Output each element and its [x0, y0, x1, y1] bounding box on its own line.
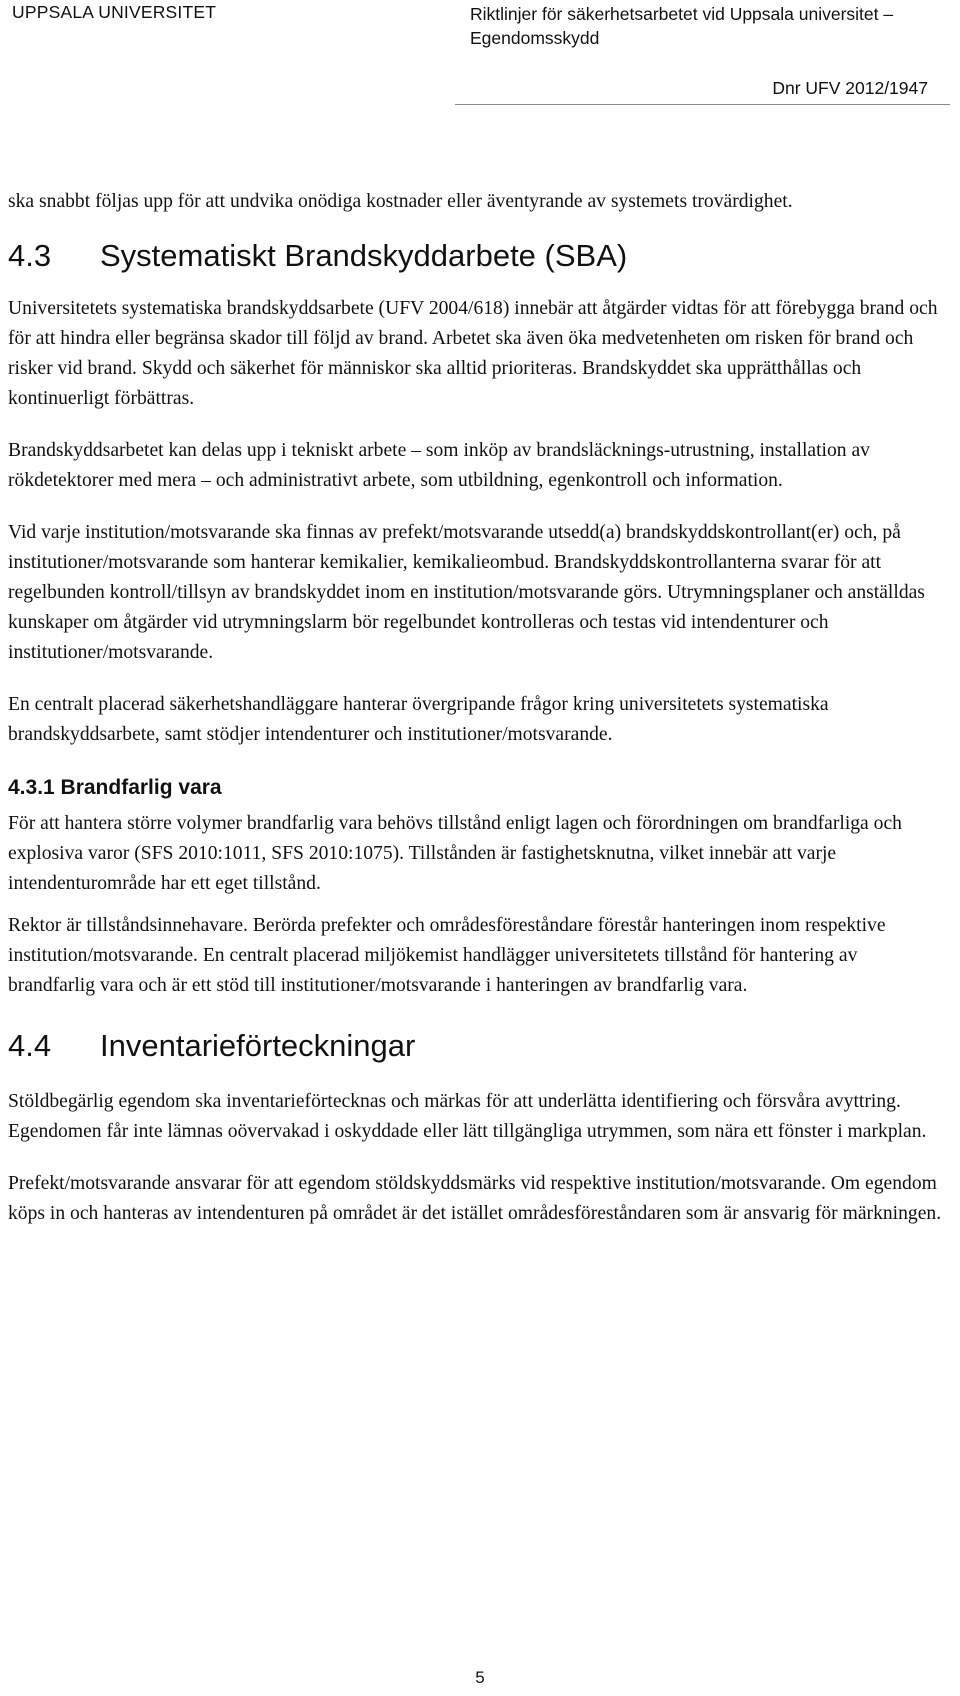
section-4-3-1-heading: 4.3.1 Brandfarlig vara: [8, 776, 222, 799]
section-4-3-1-paragraph-1: För att hantera större volymer brandfarlig vara behövs tillstånd enligt lagen och förordningen om brandfarliga och explosiva varor (SFS 2010:1011, SFS 2010:1075). Tillstånden är fastighetsknutna, vilket innebär att varje intendenturområde har ett eget tillstånd.: [8, 813, 902, 894]
document-title-line-1: Riktlinjer för säkerhetsarbetet vid Uppsala universitet –: [470, 4, 894, 24]
section-4-4-heading: [8, 1027, 943, 1065]
university-name: UPPSALA UNIVERSITET: [12, 2, 217, 22]
header-divider: [455, 104, 950, 105]
section-4-4-number: 4.4: [8, 1028, 52, 1063]
section-4-3-1-paragraph-2: Rektor är tillståndsinnehavare. Berörda prefekter och områdesföreståndare förestår hanteringen inom respektive institution/motsvarande. En centralt placerad miljökemist handlägger universitetets tillstånd för hantering av brandfarlig vara och är ett stöd till institutioner/motsvarande i hanteringen av brandfarlig vara.: [8, 915, 886, 996]
section-4-4-paragraph-1: Stöldbegärlig egendom ska inventarieförtecknas och märkas för att underlätta identifiering och försvåra avyttring. Egendomen får inte lämnas oövervakad i oskyddade eller lätt tillgängliga utrymmen, som nära ett fönster i markplan.: [8, 1091, 927, 1142]
document-body: [8, 187, 943, 1229]
section-4-4-paragraph-2: Prefekt/motsvarande ansvarar för att egendom stöldskyddsmärks vid respektive institution/motsvarande. Om egendom köps in och hanteras av intendenturen på området är det istället områdesföreståndaren som är ansvarig för märkningen.: [8, 1173, 942, 1224]
section-4-3-paragraph-3: Vid varje institution/motsvarande ska finnas av prefekt/motsvarande utsedd(a) brandskyddskontrollant(er) och, på institutioner/motsvarande som hanterar kemikalier, kemikalieombud. Brandskyddskontrollanterna svarar för att regelbunden kontroll/tillsyn av brandskyddet inom en institution/motsvarande görs. Utrymningsplaner och anställdas kunskaper om åtgärder vid utrymningslarm bör regelbundet kontrolleras och testas vid intendenturer och institutioner/motsvarande.: [8, 522, 925, 663]
section-4-3-paragraph-1: Universitetets systematiska brandskyddsarbete (UFV 2004/618) innebär att åtgärder vidtas för att förebygga brand och för att hindra eller begränsa skador till följd av brand. Arbetet ska även öka medvetenheten om risken för brand och risker vid brand. Skydd och säkerhet för människor ska alltid prioriteras. Brandskyddet ska upprätthållas och kontinuerligt förbättras.: [8, 298, 938, 409]
section-4-3-title: Systematiskt Brandskyddarbete (SBA): [100, 238, 628, 273]
section-4-4-title: Inventarieförteckningar: [100, 1028, 416, 1063]
section-4-3-heading: [8, 237, 943, 275]
section-4-3-paragraph-2: Brandskyddsarbetet kan delas upp i tekniskt arbete – som inköp av brandsläcknings-utrustning, installation av rökdetektorer med mera – och administrativt arbete, som utbildning, egenkontroll och information.: [8, 440, 870, 491]
page-number: 5: [475, 1668, 485, 1687]
intro-paragraph: ska snabbt följas upp för att undvika onödiga kostnader eller äventyrande av systemets trovärdighet.: [8, 191, 793, 212]
section-4-3-number: 4.3: [8, 238, 52, 273]
section-4-3-paragraph-4: En centralt placerad säkerhetshandläggare hanterar övergripande frågor kring universitetets systematiska brandskyddsarbete, samt stödjer intendenturer och institutioner/motsvarande.: [8, 694, 829, 745]
document-title-line-2: Egendomsskydd: [470, 28, 600, 48]
diary-number: Dnr UFV 2012/1947: [772, 78, 928, 98]
document-title: [470, 2, 930, 50]
